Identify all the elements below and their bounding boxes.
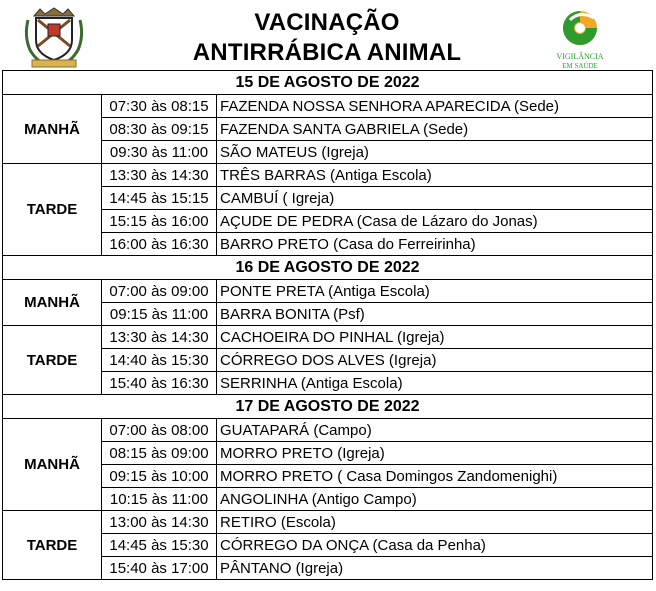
time-slot: 16:00 às 16:30	[102, 233, 217, 256]
logo-text-vigilancia: VIGILÂNCIA	[556, 52, 604, 61]
location: MORRO PRETO (Igreja)	[217, 442, 653, 465]
date-heading: 17 DE AGOSTO DE 2022	[3, 395, 653, 419]
time-slot: 13:30 às 14:30	[102, 326, 217, 349]
period-label: MANHÃ	[3, 280, 102, 326]
time-slot: 14:40 às 15:30	[102, 349, 217, 372]
time-slot: 08:30 às 09:15	[102, 118, 217, 141]
location: CÓRREGO DOS ALVES (Igreja)	[217, 349, 653, 372]
location: RETIRO (Escola)	[217, 511, 653, 534]
location: MORRO PRETO ( Casa Domingos Zandomenighi)	[217, 465, 653, 488]
schedule-page	[2, 2, 652, 580]
table-row	[3, 511, 653, 534]
location: SERRINHA (Antiga Escola)	[217, 372, 653, 395]
date-header-row	[3, 256, 653, 280]
date-heading: 15 DE AGOSTO DE 2022	[3, 71, 653, 95]
period-label: TARDE	[3, 164, 102, 256]
time-slot: 13:30 às 14:30	[102, 164, 217, 187]
table-row	[3, 326, 653, 349]
table-row	[3, 164, 653, 187]
location: BARRO PRETO (Casa do Ferreirinha)	[217, 233, 653, 256]
time-slot: 15:40 às 17:00	[102, 557, 217, 580]
location: ANGOLINHA (Antigo Campo)	[217, 488, 653, 511]
location: PONTE PRETA (Antiga Escola)	[217, 280, 653, 303]
date-header-row	[3, 71, 653, 95]
location: BARRA BONITA (Psf)	[217, 303, 653, 326]
location: FAZENDA SANTA GABRIELA (Sede)	[217, 118, 653, 141]
table-row	[3, 419, 653, 442]
period-label: TARDE	[3, 326, 102, 395]
time-slot: 15:15 às 16:00	[102, 210, 217, 233]
location: PÂNTANO (Igreja)	[217, 557, 653, 580]
location: TRÊS BARRAS (Antiga Escola)	[217, 164, 653, 187]
table-row	[3, 280, 653, 303]
time-slot: 09:15 às 10:00	[102, 465, 217, 488]
time-slot: 14:45 às 15:15	[102, 187, 217, 210]
vigilancia-logo	[550, 6, 610, 70]
location: SÃO MATEUS (Igreja)	[217, 141, 653, 164]
location: AÇUDE DE PEDRA (Casa de Lázaro do Jonas)	[217, 210, 653, 233]
title-line-2: ANTIRRÁBICA ANIMAL	[192, 39, 462, 66]
period-label: MANHÃ	[3, 419, 102, 511]
schedule-body	[3, 71, 653, 580]
time-slot: 07:00 às 08:00	[102, 419, 217, 442]
period-label: MANHÃ	[3, 95, 102, 164]
time-slot: 07:30 às 08:15	[102, 95, 217, 118]
logo-text-em-saude: EM SAÚDE	[562, 62, 598, 70]
location: GUATAPARÁ (Campo)	[217, 419, 653, 442]
time-slot: 13:00 às 14:30	[102, 511, 217, 534]
vigilancia-logo-icon	[550, 6, 610, 50]
time-slot: 08:15 às 09:00	[102, 442, 217, 465]
date-header-row	[3, 395, 653, 419]
vaccination-schedule-table	[2, 70, 653, 580]
location: CÓRREGO DA ONÇA (Casa da Penha)	[217, 534, 653, 557]
table-row	[3, 95, 653, 118]
period-label: TARDE	[3, 511, 102, 580]
time-slot: 10:15 às 11:00	[102, 488, 217, 511]
header	[2, 2, 652, 70]
location: CAMBUÍ ( Igreja)	[217, 187, 653, 210]
title-line-1: VACINAÇÃO	[254, 9, 400, 36]
location: FAZENDA NOSSA SENHORA APARECIDA (Sede)	[217, 95, 653, 118]
time-slot: 14:45 às 15:30	[102, 534, 217, 557]
location: CACHOEIRA DO PINHAL (Igreja)	[217, 326, 653, 349]
time-slot: 09:15 às 11:00	[102, 303, 217, 326]
time-slot: 07:00 às 09:00	[102, 280, 217, 303]
date-heading: 16 DE AGOSTO DE 2022	[3, 256, 653, 280]
time-slot: 09:30 às 11:00	[102, 141, 217, 164]
time-slot: 15:40 às 16:30	[102, 372, 217, 395]
